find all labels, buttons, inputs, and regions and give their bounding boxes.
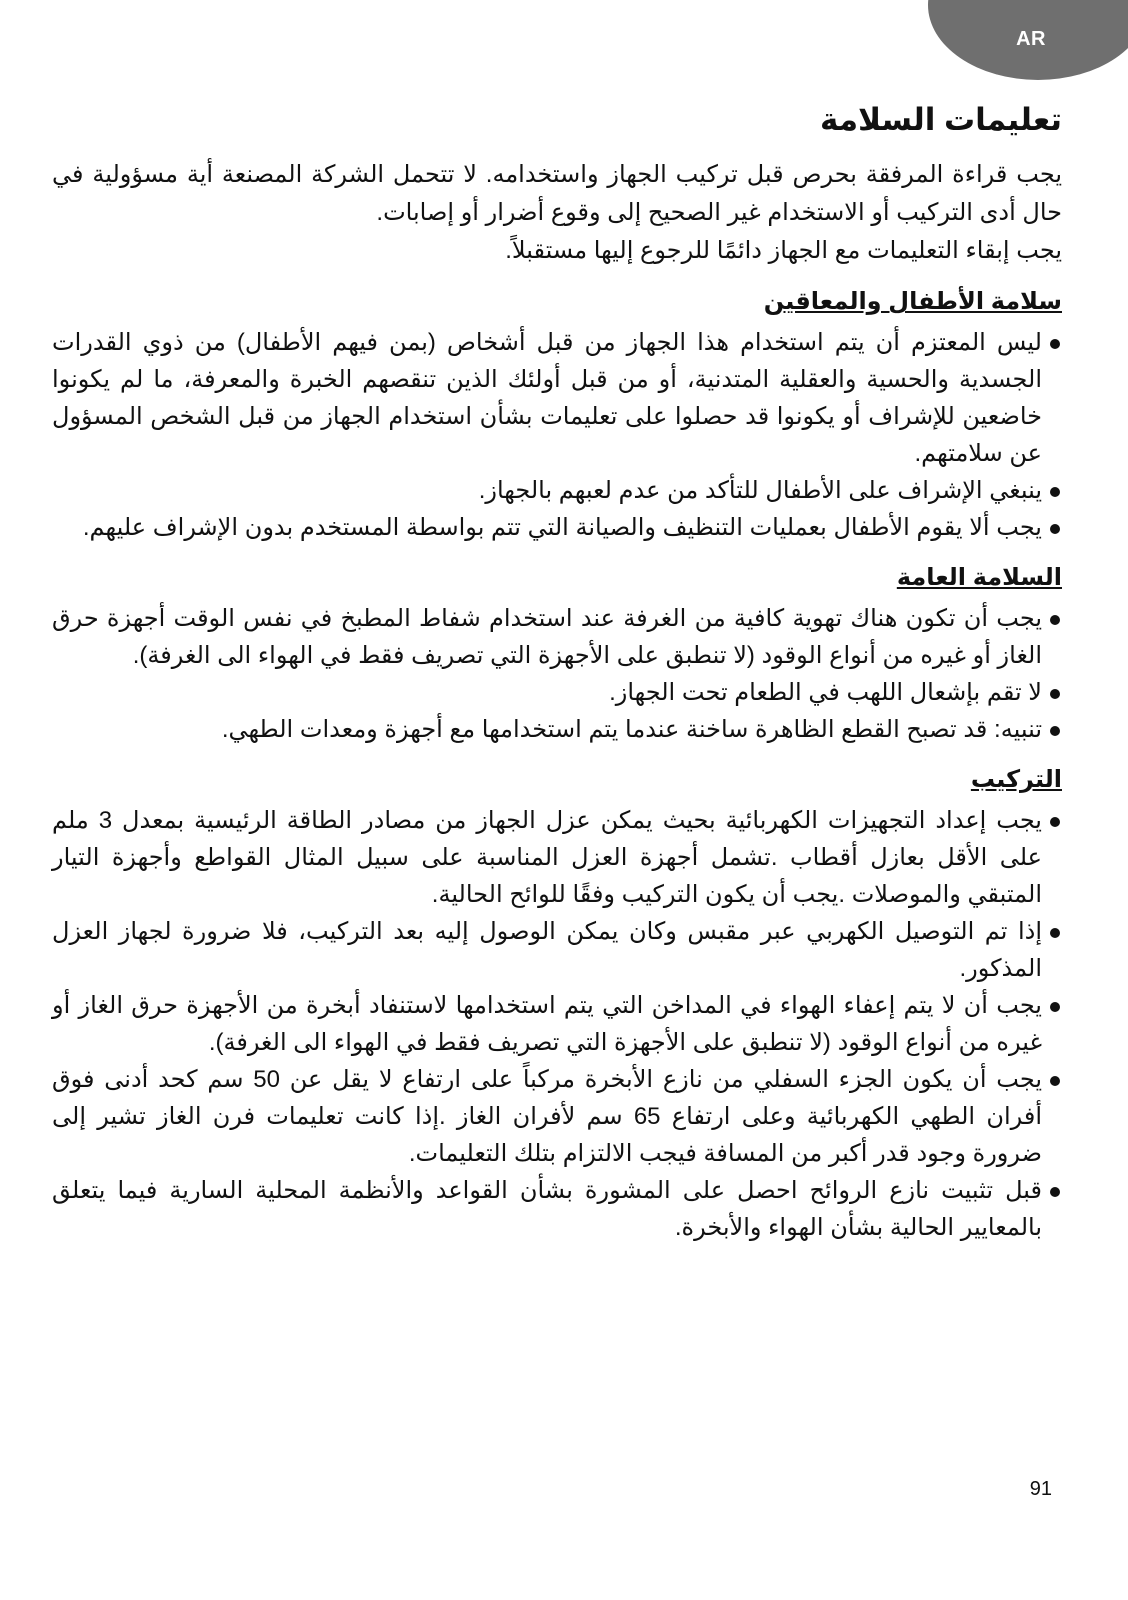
section-general-safety <box>52 560 1062 748</box>
bullet-item: إذا تم التوصيل الكهربي عبر مقبس وكان يمكن الوصول إليه بعد التركيب، فلا ضرورة لجهاز العزل المذكور. <box>52 913 1062 987</box>
section-heading: سلامة الأطفال والمعاقين <box>763 288 1062 316</box>
bullet-item: يجب إعداد التجهيزات الكهربائية بحيث يمكن عزل الجهاز من مصادر الطاقة الرئيسية بمعدل 3 ملم على الأقل بعازل أقطاب .تشمل أجهزة العزل المناسبة على سبيل المثال القواطع وأجهزة التيار المتبقي والموصلات .يجب أن يكون التركيب وفقًا للوائح الحالية. <box>52 802 1062 913</box>
intro-text: يجب قراءة المرفقة بحرص قبل تركيب الجهاز واستخدامه. لا تتحمل الشركة المصنعة أية مسؤولية في حال أدى التركيب أو الاستخدام غير الصحيح إلى وقوع أضرار أو إصابات. <box>52 161 1062 227</box>
bullet-list <box>52 802 1062 1246</box>
section-children-safety <box>52 284 1062 546</box>
page-number: 91 <box>1029 1478 1052 1500</box>
bullet-item: ينبغي الإشراف على الأطفال للتأكد من عدم لعبهم بالجهاز. <box>52 472 1062 509</box>
section-installation <box>52 762 1062 1246</box>
bullet-item: يجب أن تكون هناك تهوية كافية من الغرفة عند استخدام شفاط المطبخ في نفس الوقت أجهزة حرق الغاز أو غيره من أنواع الوقود (لا تنطبق على الأجهزة التي تصريف فقط في الهواء الى الغرفة). <box>52 600 1062 674</box>
language-label: AR <box>1016 28 1046 50</box>
bullet-item: يجب أن لا يتم إعفاء الهواء في المداخن التي يتم استخدامها لاستنفاد أبخرة من الأجهزة حرق الغاز أو غيره من أنواع الوقود (لا تنطبق على الأجهزة التي تصريف فقط في الهواء الى الغرفة). <box>52 987 1062 1061</box>
bullet-item: يجب ألا يقوم الأطفال بعمليات التنظيف والصيانة التي تتم بواسطة المستخدم بدون الإشراف عليهم. <box>52 509 1062 546</box>
document-body <box>52 100 1062 1246</box>
bullet-item: ليس المعتزم أن يتم استخدام هذا الجهاز من قبل أشخاص (بمن فيهم الأطفال) من ذوي القدرات الجسدية والحسية والعقلية المتدنية، أو من قبل أولئك الذين تنقصهم الخبرة والمعرفة، ما لم يكونوا خاضعين للإشراف أو يكونوا قد حصلوا على تعليمات بشأن استخدام الجهاز من قبل الشخص المسؤول عن سلامتهم. <box>52 324 1062 472</box>
bullet-item: قبل تثبيت نازع الروائح احصل على المشورة بشأن القواعد والأنظمة المحلية السارية فيما يتعلق بالمعايير الحالية بشأن الهواء والأبخرة. <box>52 1172 1062 1246</box>
bullet-item: لا تقم بإشعال اللهب في الطعام تحت الجهاز. <box>52 674 1062 711</box>
page-title: تعليمات السلامة <box>820 102 1062 137</box>
intro-paragraph <box>52 156 1062 270</box>
bullet-item: يجب أن يكون الجزء السفلي من نازع الأبخرة مركباً على ارتفاع لا يقل عن 50 سم كحد أدنى فوق أفران الطهي الكهربائية وعلى ارتفاع 65 سم لأفران الغاز .إذا كانت تعليمات فرن الغاز تشير إلى ضرورة وجود قدر أكبر من المسافة فيجب الالتزام بتلك التعليمات. <box>52 1061 1062 1172</box>
bullet-list <box>52 324 1062 546</box>
intro-text: يجب إبقاء التعليمات مع الجهاز دائمًا للرجوع إليها مستقبلاً. <box>505 237 1062 265</box>
section-heading: السلامة العامة <box>896 564 1062 592</box>
bullet-list <box>52 600 1062 748</box>
section-heading: التركيب <box>970 766 1062 794</box>
bullet-item: تنبيه: قد تصبح القطع الظاهرة ساخنة عندما يتم استخدامها مع أجهزة ومعدات الطهي. <box>52 711 1062 748</box>
